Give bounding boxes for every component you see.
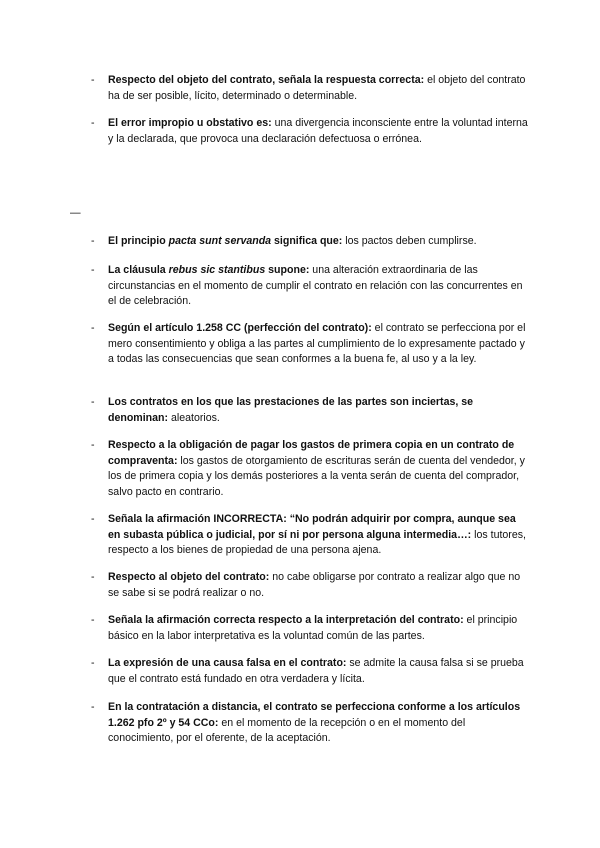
question-text: Los contratos en los que las prestaciones de las partes son inciertas, se denominan: — [108, 396, 474, 424]
question-text: La expresión de una causa falsa en el contrato: — [108, 657, 347, 669]
bullet-dash: - — [91, 439, 95, 451]
section-separator: — — [70, 207, 81, 219]
bullet-dash: - — [91, 571, 95, 583]
list-item — [91, 613, 530, 644]
list-item — [91, 438, 530, 500]
answer-text: en el momento de la recepción o en el momento del conocimiento, por el oferente, de la aceptación. — [108, 716, 466, 744]
question-text: El error impropio u obstativo es: — [108, 117, 272, 129]
question-text: Respecto del objeto del contrato, señala la respuesta correcta: — [108, 74, 425, 86]
bullet-dash: - — [91, 396, 95, 408]
bullet-dash: - — [91, 614, 95, 626]
answer-text: no cabe obligarse por contrato a realizar algo que no se sabe si se podrá realizar o no. — [108, 571, 521, 599]
list-item — [91, 395, 530, 426]
bullet-dash: - — [91, 322, 95, 334]
list-item — [91, 321, 530, 368]
bullet-dash: - — [91, 657, 95, 669]
bullet-dash: - — [91, 513, 95, 525]
bullet-dash: - — [91, 235, 95, 247]
question-text: Según el artículo 1.258 CC (perfección del contrato): — [108, 322, 372, 334]
list-item — [91, 512, 530, 559]
question-text: El principio — [108, 235, 169, 247]
question-text: Señala la afirmación correcta respecto a la interpretación del contrato: — [108, 614, 464, 626]
list-item — [91, 570, 530, 601]
answer-text: los gastos de otorgamiento de escrituras serán de cuenta del vendedor, y los de primera copia y los demás posteriores a la venta serán de cuenta del comprador, salvo pacto en contrario. — [108, 454, 525, 498]
answer-text: una alteración extraordinaria de las circunstancias en el momento de cumplir el contrato en relación con las concurrentes en el de celebración. — [108, 264, 523, 307]
bullet-dash: - — [91, 74, 95, 86]
question-text: supone: — [265, 264, 310, 276]
answer-text: aleatorios. — [168, 411, 220, 424]
question-text: Respecto al objeto del contrato: — [108, 571, 270, 583]
question-text: Señala la afirmación INCORRECTA: “No podrán adquirir por compra, aunque sea en subasta pública o judicial, por sí ni por persona alguna intermedia…: — [108, 513, 516, 541]
list-item — [91, 700, 530, 747]
question-text: En la contratación a distancia, el contrato se perfecciona conforme a los artículos 1.262 pfo 2º y 54 CCo: — [108, 701, 521, 729]
list-item — [91, 263, 530, 310]
question-text: La cláusula — [108, 264, 169, 276]
bullet-dash: - — [91, 264, 95, 276]
list-item — [91, 73, 530, 104]
list-item — [91, 234, 530, 250]
list-item — [91, 656, 530, 687]
answer-text: los pactos deben cumplirse. — [342, 235, 477, 247]
question-text: Respecto a la obligación de pagar los gastos de primera copia en un contrato de compraventa: — [108, 439, 515, 467]
answer-text: el objeto del contrato ha de ser posible, lícito, determinado o determinable. — [108, 74, 526, 102]
answer-text: una divergencia inconsciente entre la voluntad interna y la declarada, que provoca una declaración defectuosa o errónea. — [108, 117, 528, 145]
bullet-dash: - — [91, 701, 95, 713]
answer-text: se admite la causa falsa si se prueba que el contrato está fundado en otra verdadera y lícita. — [108, 657, 524, 685]
answer-text: el contrato se perfecciona por el mero consentimiento y obliga a las partes al cumplimiento de lo expresamente pactado y a todas las consecuencias que sean conformes a la buena fe, al uso y a la ley. — [108, 322, 526, 365]
bullet-dash: - — [91, 117, 95, 129]
latin-term: rebus sic stantibus — [168, 264, 266, 276]
answer-text: los tutores, respecto a los bienes de propiedad de una persona ajena. — [108, 528, 526, 556]
list-item — [91, 116, 530, 147]
question-text: significa que: — [271, 235, 343, 247]
answer-text: el principio básico en la labor interpretativa es la voluntad común de las partes. — [108, 614, 518, 642]
latin-term: pacta sunt servanda — [168, 235, 272, 247]
